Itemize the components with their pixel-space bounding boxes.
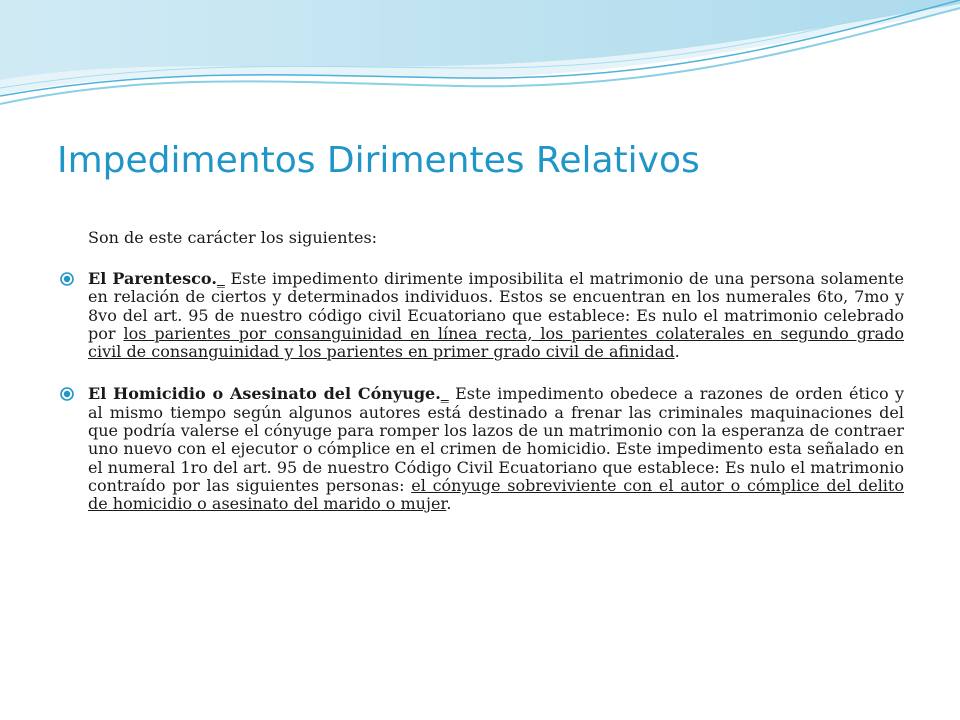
bullet-end: . — [446, 494, 452, 514]
underlined-quote: el cónyuge sobreviviente con el autor o cómplice del delito de homicidio o asesinato del marido o mujer — [88, 475, 904, 514]
intro-text: Son de este carácter los siguientes: — [88, 228, 378, 247]
list-item — [60, 385, 904, 513]
bullet-body: Este impedimento obedece a razones de orden ético y al mismo tiempo según algunos autores está destinado a frenar las criminales maquinaciones del que podría valerse el cónyuge para romper los lazos de un matrimonio con la esperanza de contraer uno nuevo con el ejecutor o cómplice en el crimen de homicidio. Este impedimento esta señalado en el numeral 1ro del art. 95 de nuestro Código Civil Ecuatoriano que establece: Es nulo el matrimonio contraído por las siguientes personas: — [88, 384, 905, 495]
header-wave-decoration — [0, 0, 960, 120]
underlined-quote: los parientes por consanguinidad en línea recta, los parientes colaterales en segundo grado civil de consanguinidad y los parientes en primer grado civil de afinidad — [88, 323, 905, 362]
list-item — [60, 270, 904, 361]
heading-underscore: _ — [440, 384, 449, 404]
heading-underscore: _ — [216, 269, 225, 288]
bullet-heading: El Homicidio o Asesinato del Cónyuge. — [88, 384, 441, 404]
slide-title: Impedimentos Dirimentes Relativos — [57, 140, 700, 181]
bullet-list — [60, 270, 904, 538]
bullet-end: . — [674, 342, 680, 362]
target-bullet-icon — [60, 387, 74, 401]
target-bullet-icon — [60, 272, 74, 286]
bullet-heading: El Parentesco. — [88, 269, 217, 288]
bullet-body: Este impedimento dirimente imposibilita el matrimonio de una persona solamente en relación de ciertos y determinados individuos. Estos se encuentran en los numerales 6to, 7mo y 8vo del art. 95 de nuestro código civil Ecuatoriano que establece: Es nulo el matrimonio celebrado por — [88, 269, 904, 343]
